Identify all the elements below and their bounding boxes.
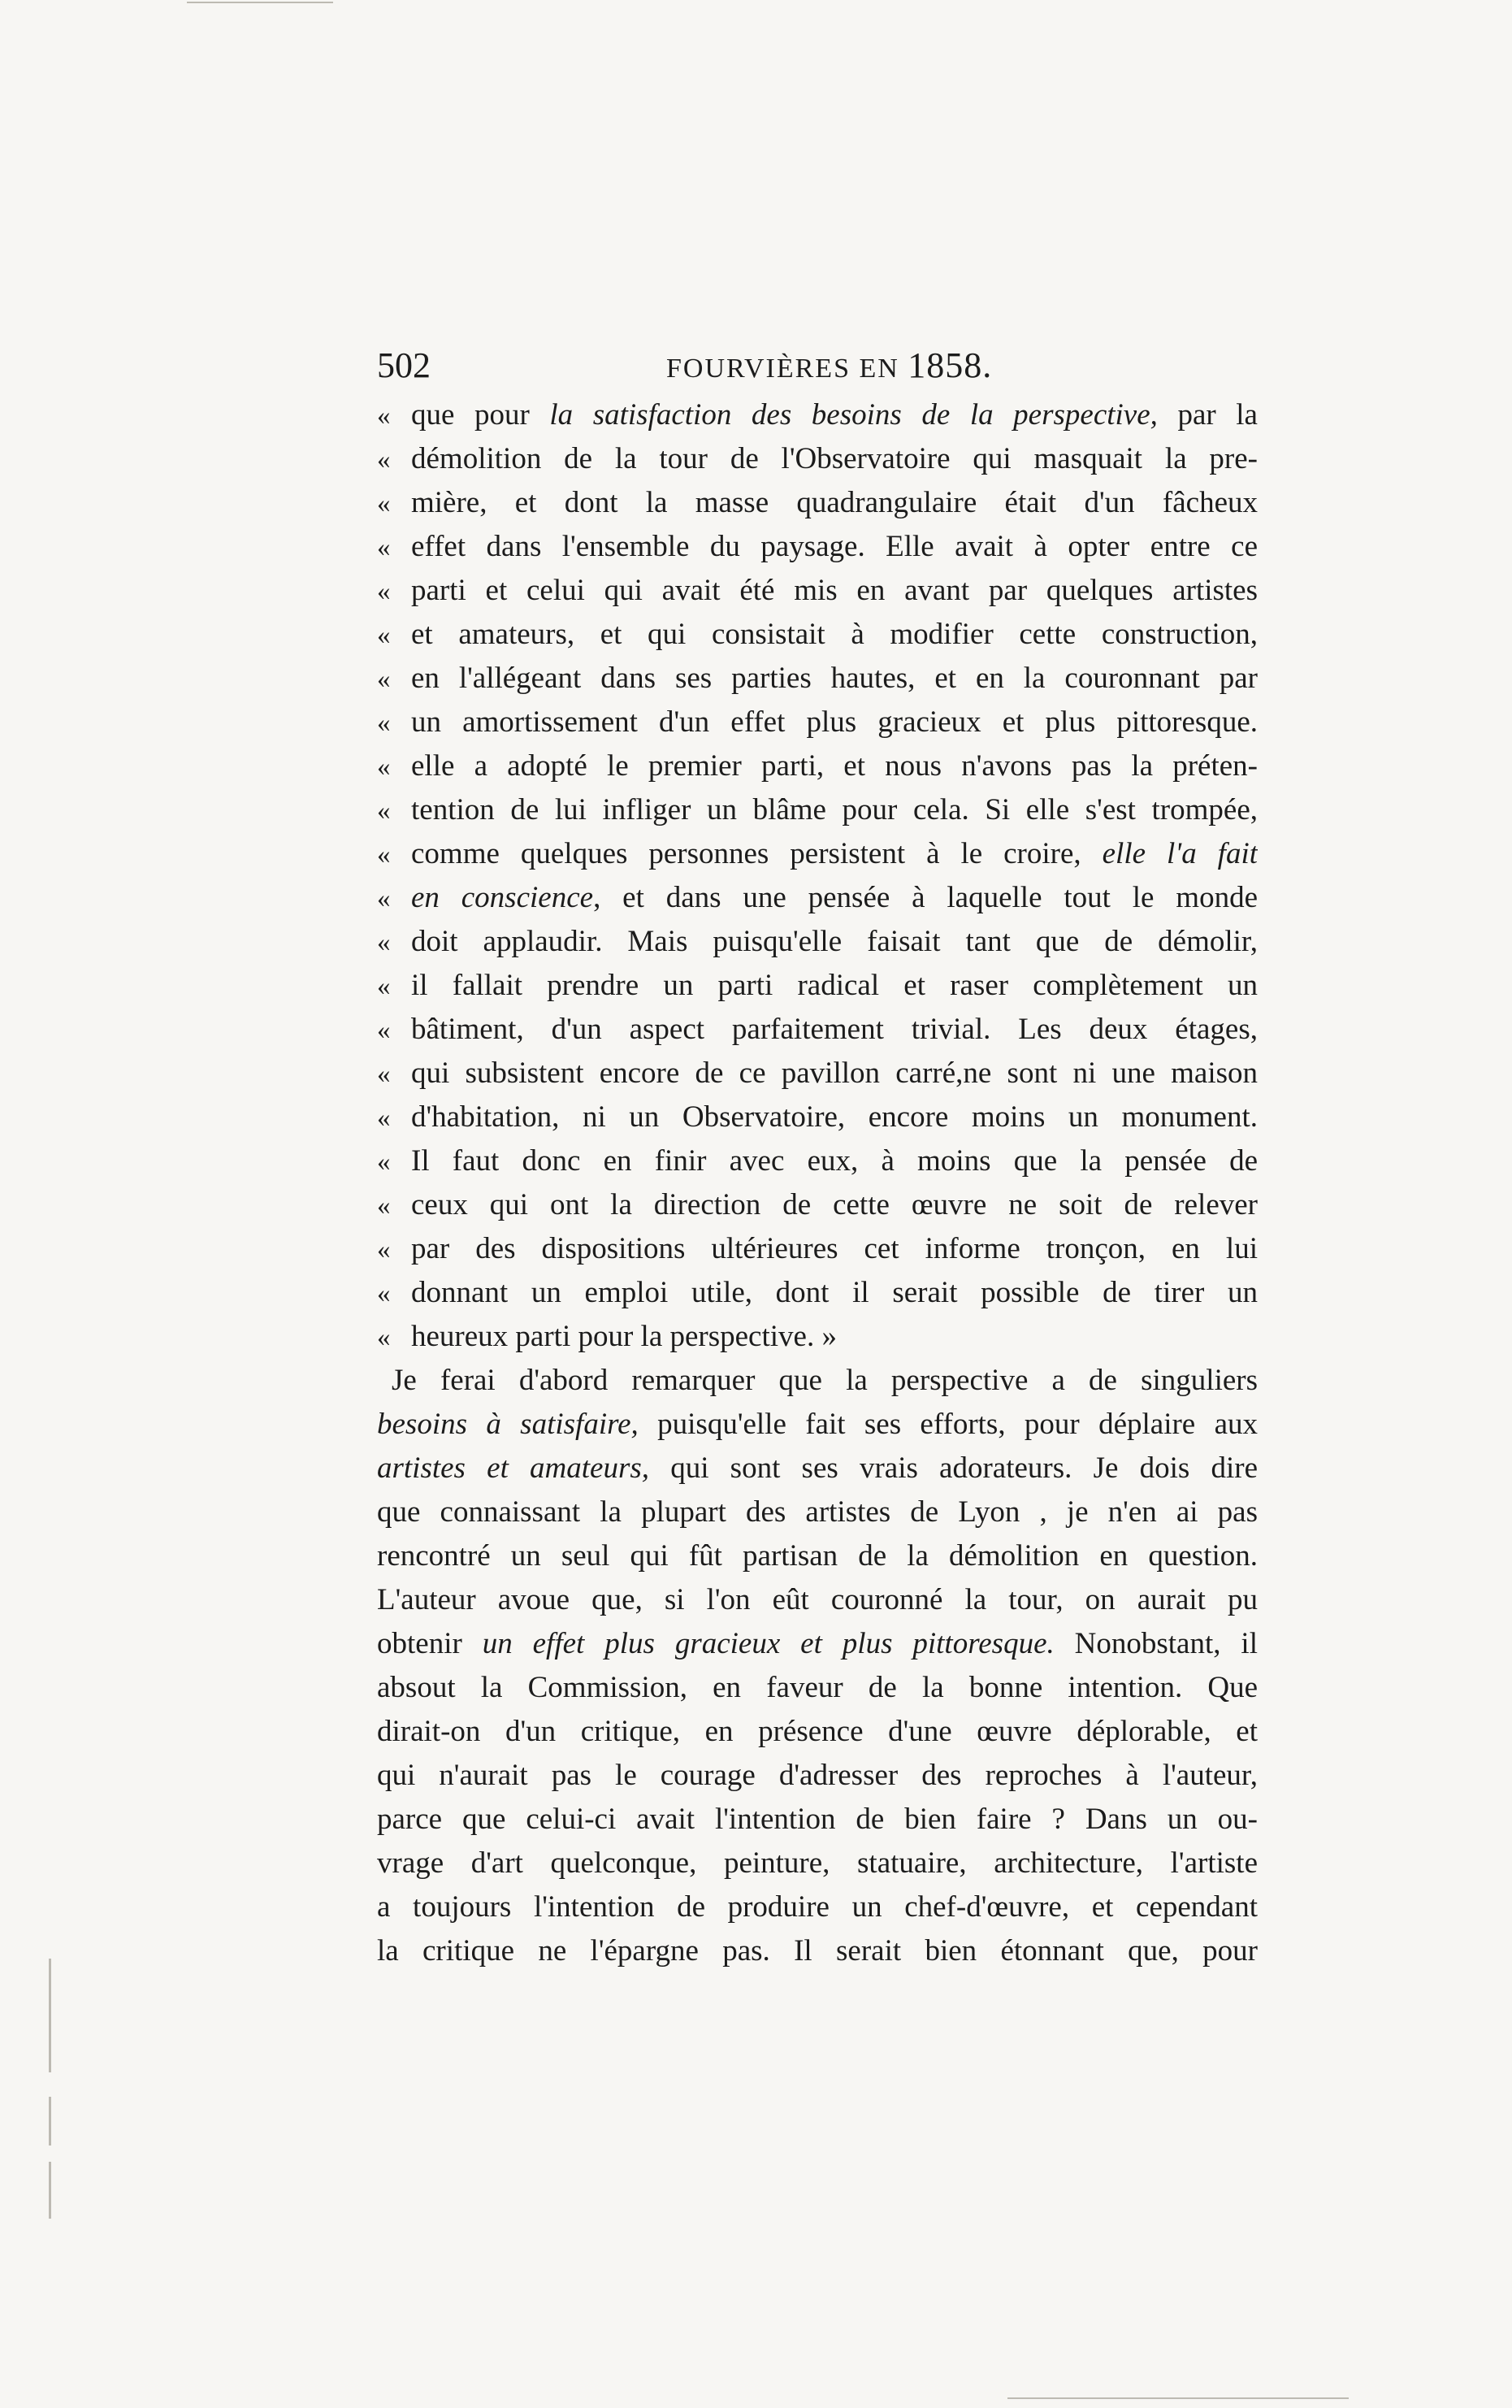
body-line: [377, 1798, 1258, 1842]
quoted-line: [377, 1271, 1258, 1315]
body-line: [377, 1359, 1258, 1403]
body-paragraph: [377, 1359, 1258, 1973]
line-text: effet dans l'ensemble du paysage. Elle avait à opter entre ce: [411, 530, 1258, 563]
quoted-passage: [377, 393, 1258, 1359]
scan-margin-mark: [49, 2097, 51, 2146]
line-text: qui subsistent encore de ce pavillon carré,ne sont ni une maison: [411, 1056, 1258, 1090]
quote-mark: «: [377, 489, 391, 518]
quoted-line: [377, 437, 1258, 481]
scan-edge-line: [187, 2, 333, 3]
quote-mark: «: [377, 665, 391, 694]
body-line: [377, 1666, 1258, 1710]
line-text: a toujours l'intention de produire un chef-d'œuvre, et cependant: [377, 1890, 1258, 1924]
line-text: parce que celui-ci avait l'intention de bien faire ? Dans un ou-: [377, 1803, 1258, 1836]
quote-mark: «: [377, 621, 391, 650]
line-text: obtenir: [377, 1627, 483, 1660]
line-text: Il faut donc en finir avec eux, à moins que la pensée de: [411, 1144, 1258, 1178]
italic-text: besoins à satisfaire,: [377, 1408, 639, 1441]
quote-mark: «: [377, 577, 391, 606]
body-line: [377, 1842, 1258, 1885]
line-text: Je ferai d'abord remarquer que la perspective a de singuliers: [392, 1364, 1258, 1397]
italic-text: elle l'a fait: [1102, 837, 1258, 870]
line-text: d'habitation, ni un Observatoire, encore moins un monument.: [411, 1100, 1258, 1134]
line-text: L'auteur avoue que, si l'on eût couronné la tour, on aurait pu: [377, 1583, 1258, 1616]
quote-mark: «: [377, 709, 391, 738]
line-text: absout la Commission, en faveur de la bonne intention. Que: [377, 1671, 1258, 1704]
quoted-line: [377, 613, 1258, 657]
quoted-line-text: [411, 1008, 1258, 1052]
running-title: [666, 345, 992, 386]
quoted-line: [377, 393, 1258, 437]
quote-mark: «: [377, 928, 391, 957]
quote-mark: «: [377, 1191, 391, 1221]
body-line: [377, 1447, 1258, 1490]
quoted-line-text: [411, 788, 1258, 832]
page-number: 502: [377, 345, 431, 385]
italic-text: artistes et amateurs,: [377, 1451, 650, 1485]
line-text: que connaissant la plupart des artistes de Lyon , je n'en ai pas: [377, 1495, 1258, 1529]
quoted-line-text: [411, 1052, 1258, 1096]
quoted-line-text: [411, 1227, 1258, 1271]
quote-mark: «: [377, 1060, 391, 1089]
body-line: [377, 1403, 1258, 1447]
quote-mark: «: [377, 1323, 391, 1352]
quote-mark: «: [377, 401, 391, 431]
line-text: en l'allégeant dans ses parties hautes, et en la couronnant par: [411, 662, 1258, 695]
italic-text: la satisfaction des besoins de la perspective,: [549, 398, 1158, 432]
quote-mark: «: [377, 753, 391, 782]
quoted-line-text: [411, 1183, 1258, 1227]
quoted-line-text: [411, 701, 1258, 744]
quoted-line-text: [411, 393, 1258, 437]
text-block: [377, 393, 1258, 1973]
quoted-line: [377, 920, 1258, 964]
running-title-year: 1858.: [908, 345, 993, 385]
line-text: démolition de la tour de l'Observatoire qui masquait la pre-: [411, 442, 1258, 475]
body-line: [377, 1710, 1258, 1754]
line-text: qui n'aurait pas le courage d'adresser des reproches à l'auteur,: [377, 1759, 1258, 1792]
body-line: [377, 1929, 1258, 1973]
quote-mark: «: [377, 445, 391, 475]
scan-edge-line: [1007, 2397, 1349, 2399]
quoted-line: [377, 657, 1258, 701]
body-line: [377, 1622, 1258, 1666]
quoted-line-text: [411, 613, 1258, 657]
quote-mark: «: [377, 1148, 391, 1177]
line-text: doit applaudir. Mais puisqu'elle faisait tant que de démolir,: [411, 925, 1258, 958]
line-text: que pour: [411, 398, 550, 432]
line-text: comme quelques personnes persistent à le croire,: [411, 837, 1103, 870]
quoted-line-text: [411, 657, 1258, 701]
quoted-line-text: [411, 1315, 1258, 1359]
page-header: [377, 340, 1258, 388]
quoted-line-text: [411, 525, 1258, 569]
line-text: qui sont ses vrais adorateurs. Je dois dire: [649, 1451, 1258, 1485]
quote-mark: «: [377, 972, 391, 1001]
line-text: il fallait prendre un parti radical et raser complètement un: [411, 969, 1258, 1002]
quoted-line-text: [411, 481, 1258, 525]
quoted-line: [377, 1008, 1258, 1052]
quoted-line-text: [411, 1271, 1258, 1315]
body-line: [377, 1534, 1258, 1578]
line-text: , et dans une pensée à laquelle tout le monde: [593, 881, 1258, 914]
quoted-line: [377, 788, 1258, 832]
quoted-line: [377, 1315, 1258, 1359]
quote-mark: «: [377, 796, 391, 826]
body-line: [377, 1490, 1258, 1534]
quote-mark: «: [377, 884, 391, 913]
body-line: [377, 1578, 1258, 1622]
quote-mark: «: [377, 840, 391, 870]
line-text: la critique ne l'épargne pas. Il serait bien étonnant que, pour: [377, 1934, 1258, 1968]
quoted-line: [377, 1227, 1258, 1271]
italic-text: un effet plus gracieux et plus pittoresque.: [482, 1627, 1055, 1660]
quoted-line: [377, 744, 1258, 788]
quoted-line: [377, 569, 1258, 613]
quote-mark: «: [377, 1235, 391, 1265]
line-text: rencontré un seul qui fût partisan de la démolition en question.: [377, 1539, 1258, 1573]
line-text: bâtiment, d'un aspect parfaitement trivial. Les deux étages,: [411, 1013, 1258, 1046]
quoted-line-text: [411, 876, 1258, 920]
quoted-line-text: [411, 569, 1258, 613]
quote-mark: «: [377, 1279, 391, 1308]
quoted-line: [377, 964, 1258, 1008]
line-text: donnant un emploi utile, dont il serait possible de tirer un: [411, 1276, 1258, 1309]
quoted-line: [377, 525, 1258, 569]
quoted-line-text: [411, 920, 1258, 964]
quoted-line: [377, 481, 1258, 525]
line-text: par la: [1157, 398, 1258, 432]
line-text: heureux parti pour la perspective. »: [411, 1320, 837, 1353]
scan-margin-mark: [49, 2162, 51, 2219]
running-title-text: FOURVIÈRES EN: [666, 354, 899, 384]
quoted-line: [377, 1096, 1258, 1139]
quoted-line: [377, 1183, 1258, 1227]
line-text: par des dispositions ultérieures cet informe tronçon, en lui: [411, 1232, 1258, 1265]
line-text: ceux qui ont la direction de cette œuvre ne soit de relever: [411, 1188, 1258, 1221]
quoted-line: [377, 832, 1258, 876]
quoted-line-text: [411, 964, 1258, 1008]
line-text: puisqu'elle fait ses efforts, pour déplaire aux: [638, 1408, 1258, 1441]
line-text: dirait-on d'un critique, en présence d'une œuvre déplorable, et: [377, 1715, 1258, 1748]
quoted-line-text: [411, 1096, 1258, 1139]
line-text: Nonobstant, il: [1054, 1627, 1258, 1660]
quoted-line-text: [411, 744, 1258, 788]
line-text: parti et celui qui avait été mis en avant par quelques artistes: [411, 574, 1258, 607]
line-text: elle a adopté le premier parti, et nous n'avons pas la préten-: [411, 749, 1258, 783]
line-text: vrage d'art quelconque, peinture, statuaire, architecture, l'artiste: [377, 1846, 1258, 1880]
line-text: mière, et dont la masse quadrangulaire était d'un fâcheux: [411, 486, 1258, 519]
scan-margin-mark: [49, 1959, 51, 2072]
line-text: tention de lui infliger un blâme pour cela. Si elle s'est trompée,: [411, 793, 1258, 827]
body-line: [377, 1754, 1258, 1798]
quote-mark: «: [377, 533, 391, 562]
line-text: et amateurs, et qui consistait à modifier cette construction,: [411, 618, 1258, 651]
body-line: [377, 1885, 1258, 1929]
quoted-line: [377, 1139, 1258, 1183]
quoted-line-text: [411, 832, 1258, 876]
quote-mark: «: [377, 1016, 391, 1045]
quoted-line: [377, 876, 1258, 920]
quote-mark: «: [377, 1104, 391, 1133]
quoted-line-text: [411, 437, 1258, 481]
line-text: un amortissement d'un effet plus gracieux et plus pittoresque.: [411, 705, 1258, 739]
quoted-line: [377, 701, 1258, 744]
quoted-line: [377, 1052, 1258, 1096]
quoted-line-text: [411, 1139, 1258, 1183]
italic-text: en conscience: [411, 881, 594, 914]
